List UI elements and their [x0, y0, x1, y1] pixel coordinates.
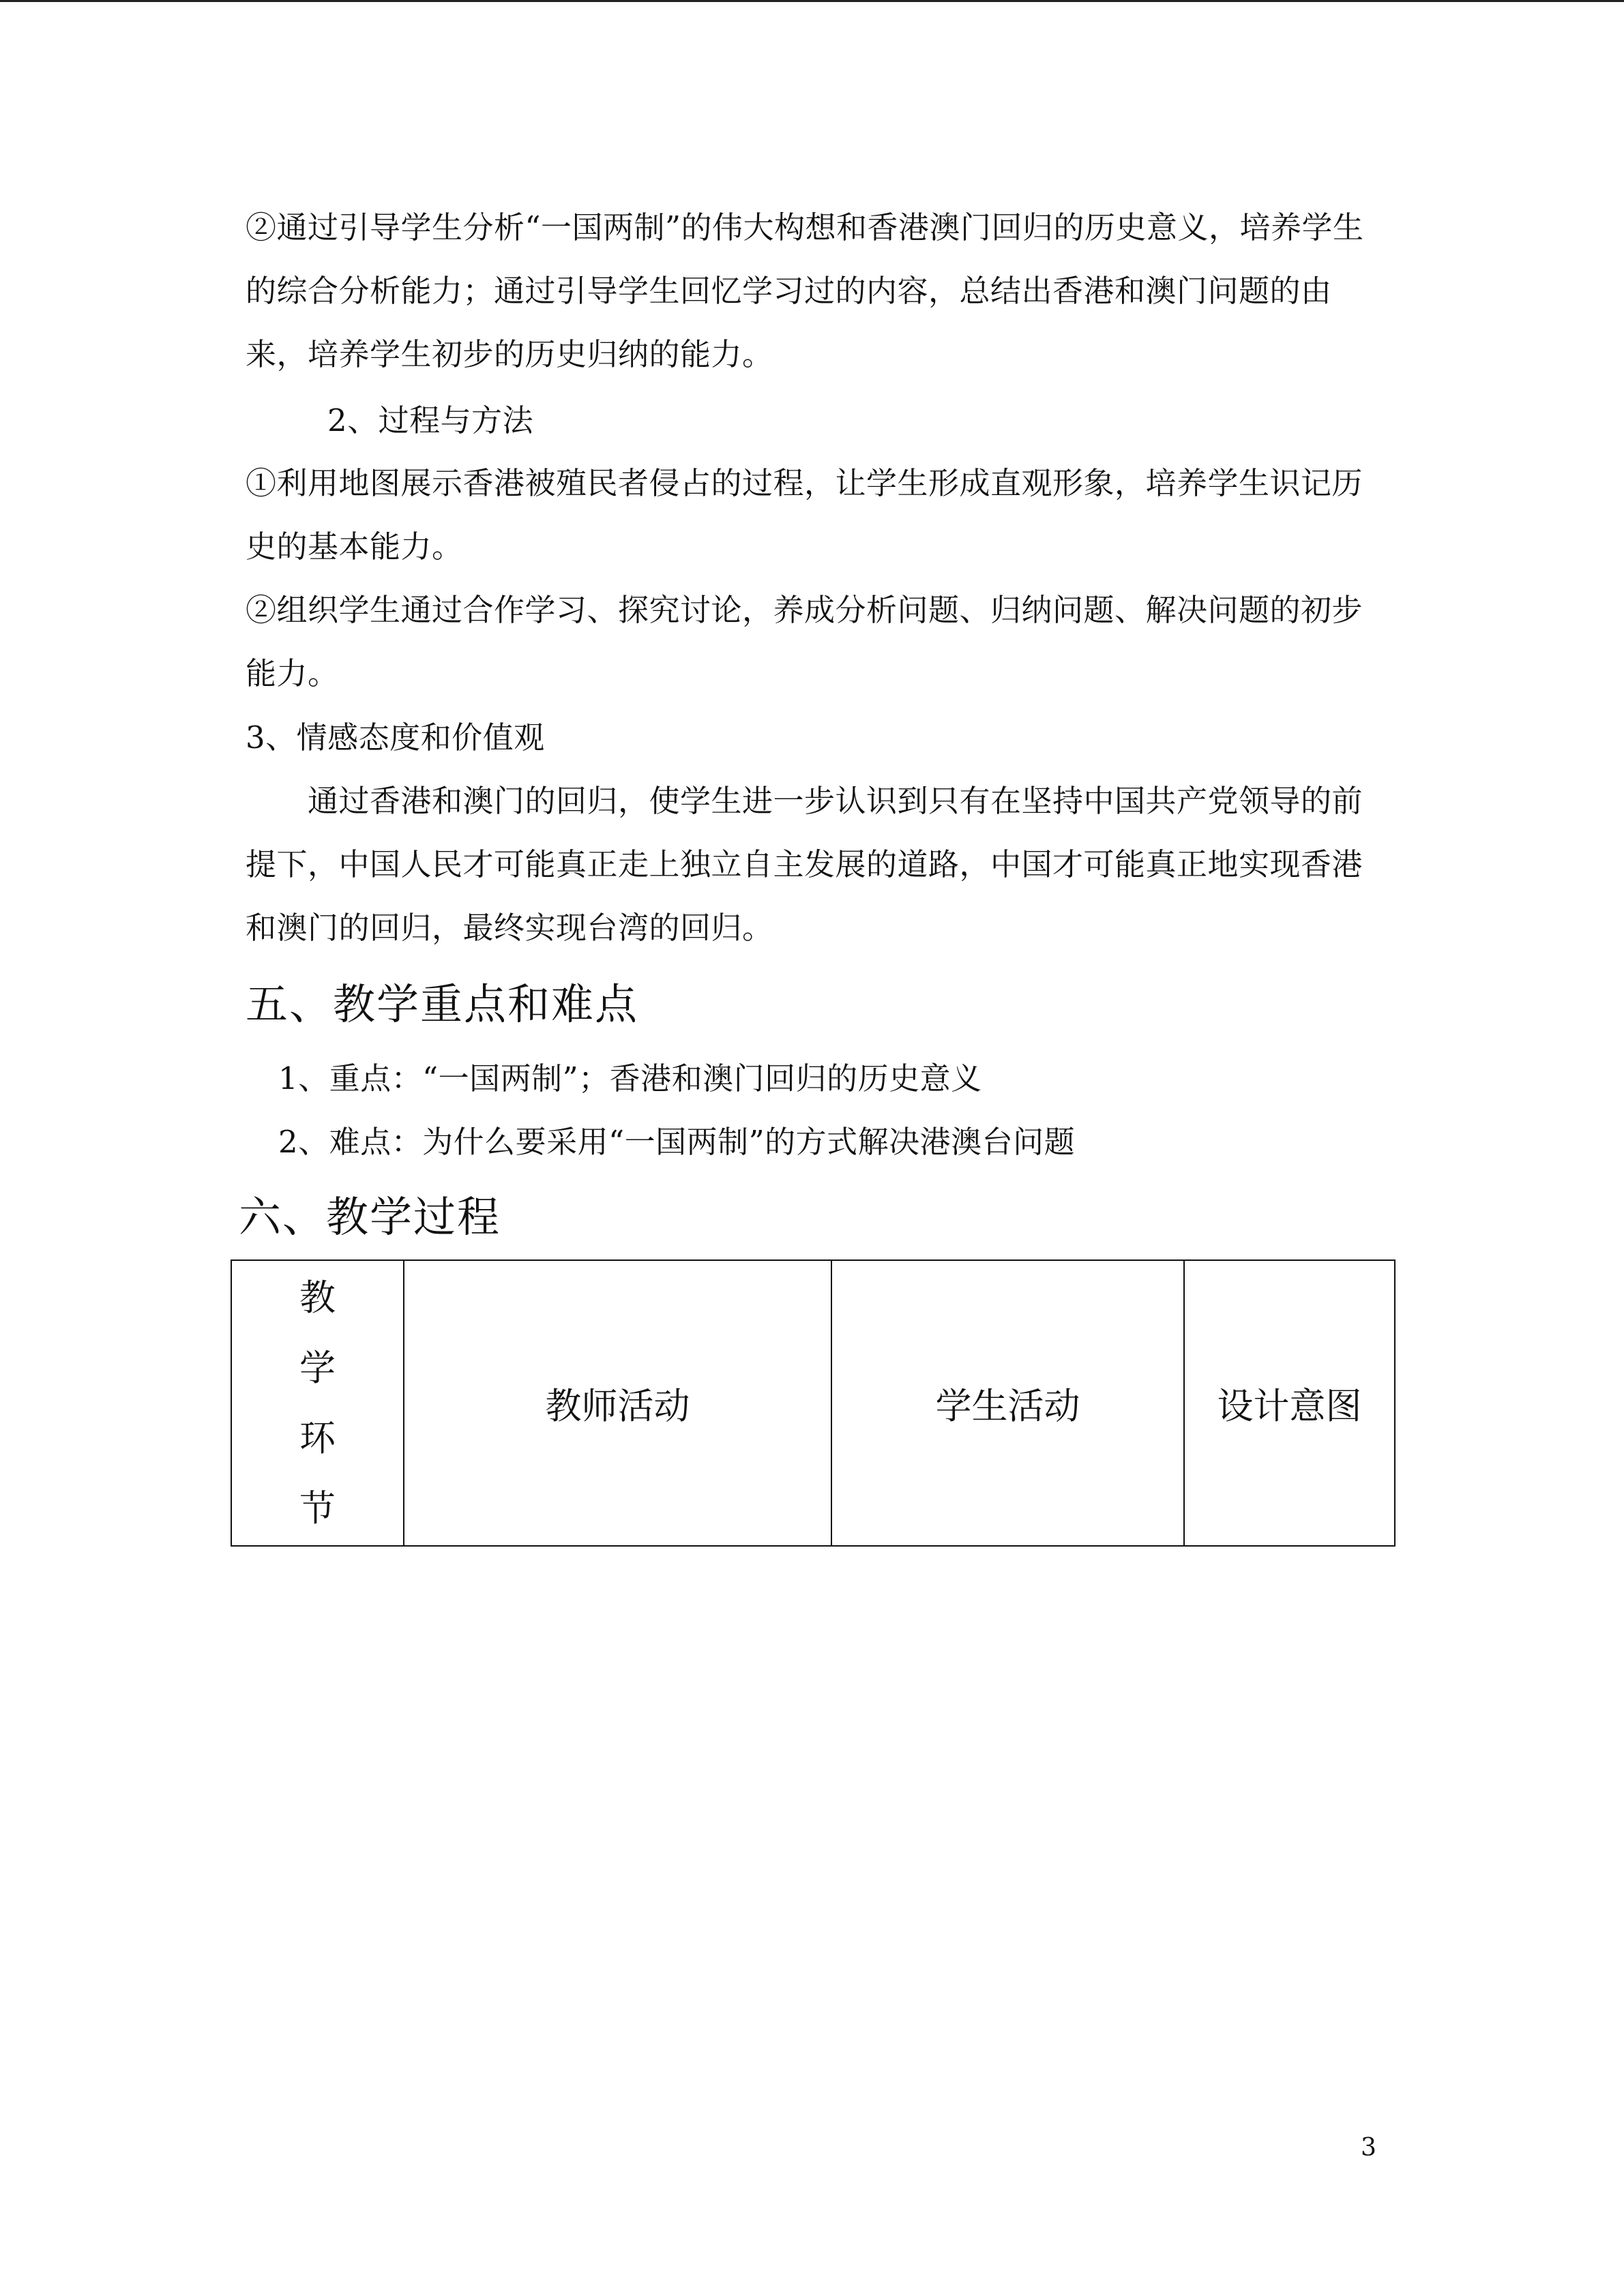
paragraph-return-significance: 通过香港和澳门的回归，使学生进一步认识到只有在坚持中国共产党领导的前提下，中国人民才可能真正走上独立自主发展的道路，中国才可能真正地实现香港和澳门的回归，最终实现台湾的回归。 [246, 783, 1363, 946]
paragraph-analysis-ability: ②通过引导学生分析“一国两制”的伟大构想和香港澳门回归的历史意义，培养学生的综合分析能力；通过引导学生回忆学习过的内容，总结出香港和澳门问题的由来，培养学生初步的历史归纳的能力。 [246, 209, 1364, 372]
teaching-process-table [231, 1259, 1396, 1547]
key-point-item: 1、重点：“一国两制”；香港和澳门回归的历史意义 [278, 1060, 982, 1097]
top-border-line [0, 0, 1624, 2]
difficult-point-item: 2、难点：为什么要采用“一国两制”的方式解决港澳台问题 [278, 1124, 1076, 1160]
page-number: 3 [1361, 2134, 1376, 2162]
section-six-title: 六、教学过程 [239, 1192, 501, 1242]
subheading-emotion-values: 3、情感态度和价值观 [246, 719, 545, 756]
header-stage-label: 教学环节 [299, 1277, 336, 1530]
paragraph-map-display: ①利用地图展示香港被殖民者侵占的过程，让学生形成直观形象，培养学生识记历史的基本能力。 [246, 465, 1363, 565]
header-stage-cell [231, 1260, 404, 1546]
table-header-row [231, 1260, 1395, 1546]
subheading-process-method: 2、过程与方法 [327, 402, 534, 438]
header-teacher-activity: 教师活动 [404, 1260, 831, 1546]
header-design-intent: 设计意图 [1184, 1260, 1395, 1546]
paragraph-cooperative-learning: ②组织学生通过合作学习、探究讨论，养成分析问题、归纳问题、解决问题的初步能力。 [246, 592, 1363, 691]
section-five-title: 五、教学重点和难点 [246, 979, 639, 1029]
header-student-activity: 学生活动 [831, 1260, 1184, 1546]
